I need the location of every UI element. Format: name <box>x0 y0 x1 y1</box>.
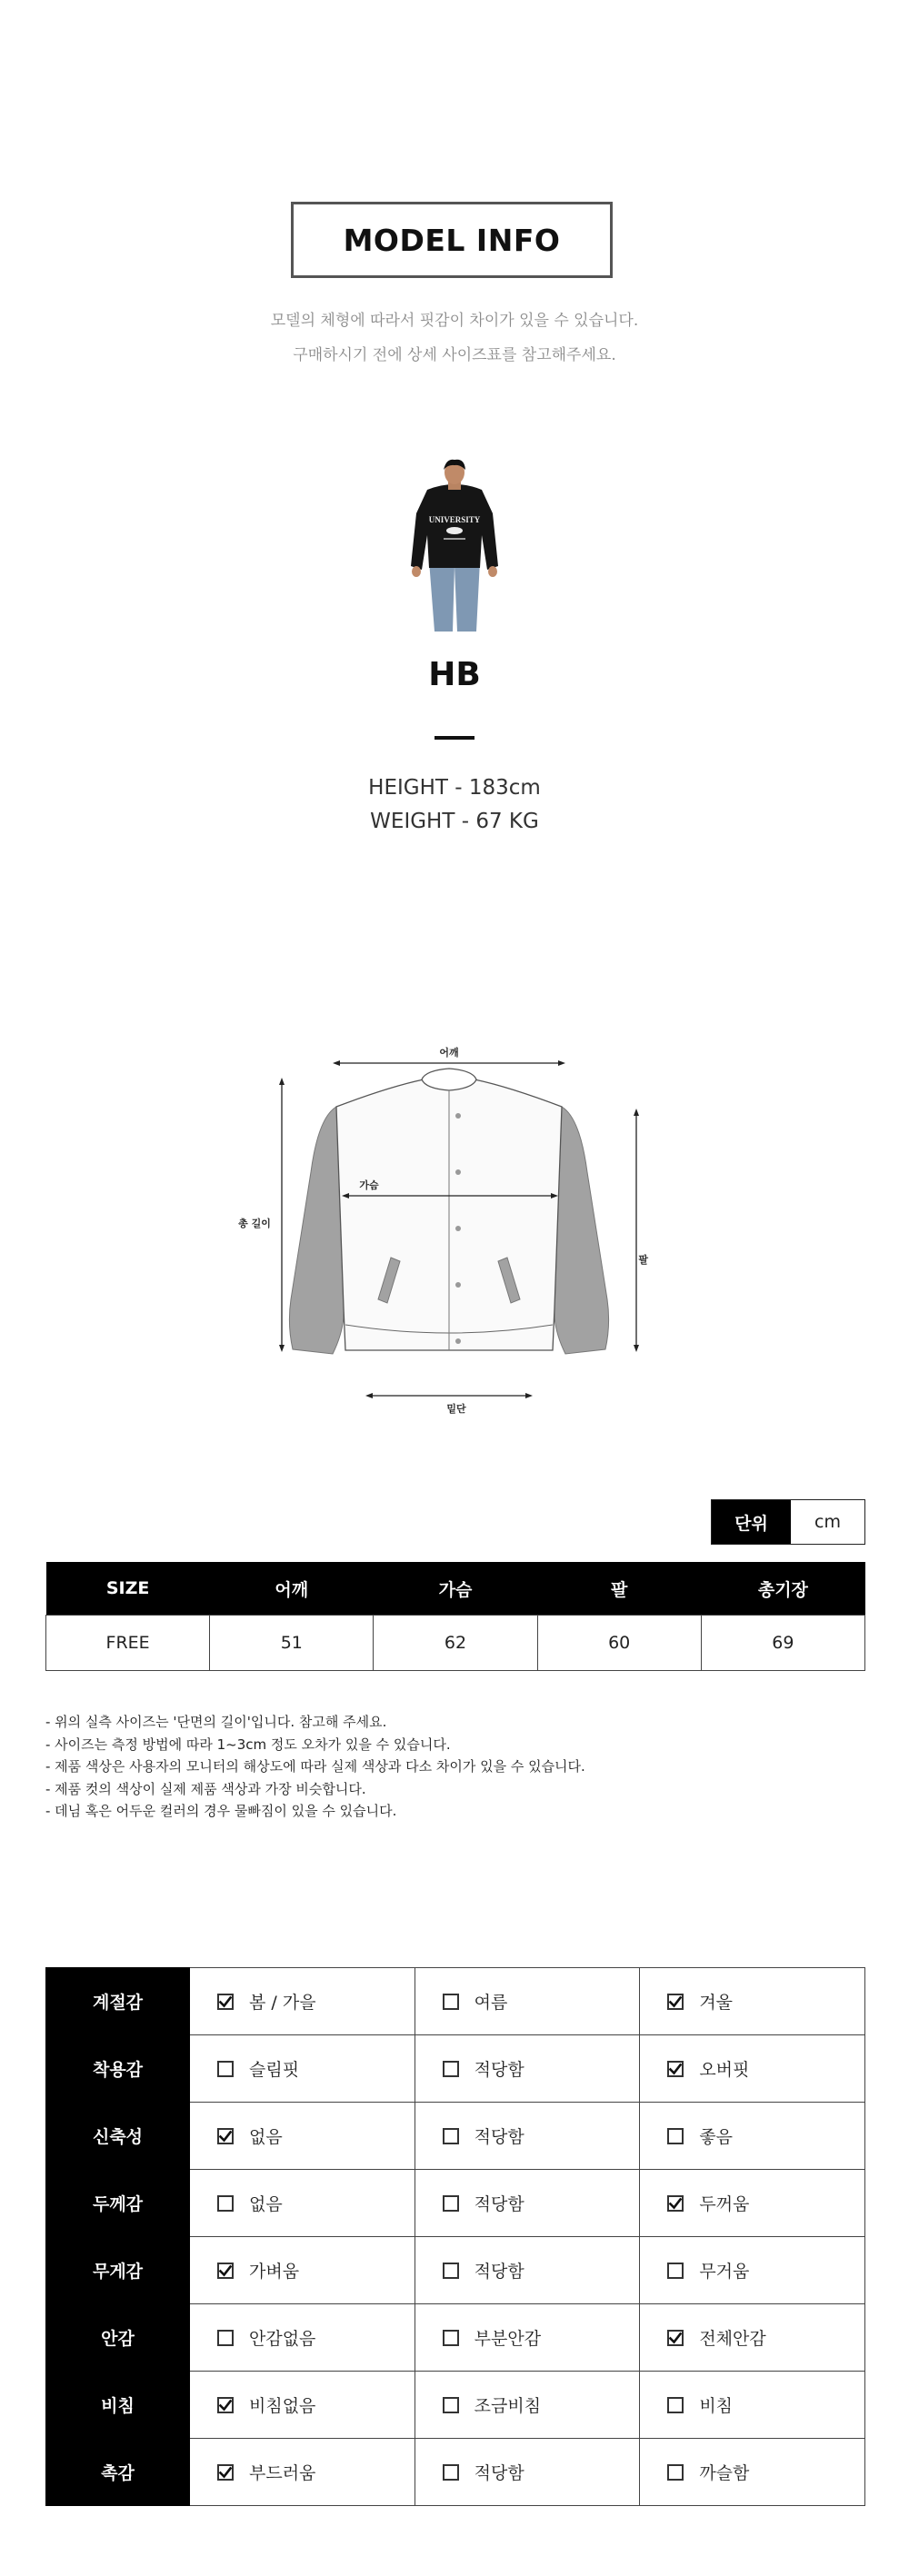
attribute-option <box>415 2304 640 2372</box>
unit-value: cm <box>814 1512 841 1532</box>
checkbox-empty-icon <box>443 2061 459 2077</box>
attribute-name: 무게감 <box>46 2237 190 2304</box>
attribute-row <box>46 2035 865 2103</box>
label-chest: 가슴 <box>359 1179 379 1191</box>
model-info-title: MODEL INFO <box>291 202 613 278</box>
attribute-option <box>190 2237 415 2304</box>
checkbox-empty-icon <box>217 2061 234 2077</box>
label-length: 총 길이 <box>238 1218 271 1229</box>
checkbox-checked-icon <box>217 2263 234 2279</box>
size-col-header: 어깨 <box>210 1562 374 1616</box>
size-cell: 62 <box>374 1616 537 1671</box>
checkbox-empty-icon <box>443 2263 459 2279</box>
attribute-option <box>190 2439 415 2506</box>
attribute-name: 촉감 <box>46 2439 190 2506</box>
attribute-option <box>415 2237 640 2304</box>
checkbox-empty-icon <box>667 2128 684 2144</box>
checkbox-checked-icon <box>217 2397 234 2413</box>
attribute-option <box>640 2237 865 2304</box>
attribute-option <box>640 2170 865 2237</box>
checkbox-empty-icon <box>667 2263 684 2279</box>
checkbox-empty-icon <box>443 1994 459 2010</box>
attribute-option-label: 겨울 <box>699 1993 734 2013</box>
attribute-option <box>640 2372 865 2439</box>
left-sleeve <box>289 1107 345 1354</box>
model-height: HEIGHT - 183cm <box>368 776 541 800</box>
attribute-option <box>640 2103 865 2170</box>
attribute-option <box>415 2372 640 2439</box>
attribute-row <box>46 2103 865 2170</box>
attribute-row <box>46 2237 865 2304</box>
attribute-option-label: 오버핏 <box>699 2060 750 2080</box>
label-hem: 밑단 <box>446 1403 466 1415</box>
attribute-option-label: 없음 <box>249 2194 283 2214</box>
checkbox-checked-icon <box>217 2464 234 2481</box>
attribute-option-label: 슬림핏 <box>249 2060 300 2080</box>
attribute-row <box>46 2372 865 2439</box>
model-name: HB <box>428 656 481 693</box>
label-shoulder: 어깨 <box>439 1047 459 1059</box>
label-sleeve: 팔 <box>638 1254 648 1266</box>
checkbox-checked-icon <box>217 1994 234 2010</box>
attribute-option-label: 비침없음 <box>249 2396 316 2416</box>
size-table-header-row <box>46 1562 865 1616</box>
unit-label: 단위 <box>712 1500 791 1544</box>
size-cell: 60 <box>537 1616 701 1671</box>
size-col-header: 팔 <box>537 1562 701 1616</box>
attribute-option-label: 없음 <box>249 2127 283 2147</box>
size-note: - 제품 색상은 사용자의 모니터의 해상도에 따라 실제 색상과 다소 차이가 있을 수 있습니다. <box>45 1758 585 1775</box>
attribute-option <box>190 2170 415 2237</box>
checkbox-checked-icon <box>667 2330 684 2346</box>
size-table-row <box>46 1616 865 1671</box>
attribute-name: 안감 <box>46 2304 190 2372</box>
attribute-name: 신축성 <box>46 2103 190 2170</box>
attribute-option <box>640 2035 865 2103</box>
attribute-option-label: 무거움 <box>699 2262 750 2282</box>
checkbox-empty-icon <box>217 2330 234 2346</box>
checkbox-empty-icon <box>667 2464 684 2481</box>
attribute-option <box>415 2170 640 2237</box>
model-divider <box>435 736 474 740</box>
model-weight: WEIGHT - 67 KG <box>370 810 539 833</box>
size-note: - 제품 컷의 색상이 실제 제품 색상과 가장 비슷합니다. <box>45 1780 366 1797</box>
attribute-option <box>415 2439 640 2506</box>
model-photo <box>407 459 502 632</box>
attribute-row <box>46 1968 865 2035</box>
checkbox-empty-icon <box>443 2195 459 2212</box>
attribute-option <box>415 1968 640 2035</box>
attribute-option-label: 적당함 <box>474 2262 524 2282</box>
size-note: - 위의 실측 사이즈는 '단면의 길이'입니다. 참고해 주세요. <box>45 1714 387 1730</box>
attribute-name: 계절감 <box>46 1968 190 2035</box>
size-note: - 사이즈는 측정 방법에 따라 1~3cm 정도 오차가 있을 수 있습니다. <box>45 1736 451 1753</box>
checkbox-empty-icon <box>443 2464 459 2481</box>
attribute-option-label: 적당함 <box>474 2463 524 2483</box>
checkbox-empty-icon <box>443 2330 459 2346</box>
checkbox-empty-icon <box>443 2397 459 2413</box>
jacket-size-diagram <box>235 1036 648 1427</box>
attribute-option <box>640 1968 865 2035</box>
size-cell: FREE <box>46 1616 210 1671</box>
size-note: - 데님 혹은 어두운 컬러의 경우 물빠짐이 있을 수 있습니다. <box>45 1803 397 1819</box>
attribute-option-label: 전체안감 <box>699 2329 766 2349</box>
size-col-header: SIZE <box>46 1562 210 1616</box>
checkbox-checked-icon <box>667 1994 684 2010</box>
product-attribute-table <box>45 1967 865 2506</box>
attribute-option-label: 부분안감 <box>474 2329 542 2349</box>
attribute-option-label: 부드러움 <box>249 2463 316 2483</box>
attribute-name: 두께감 <box>46 2170 190 2237</box>
size-cell: 69 <box>701 1616 864 1671</box>
attribute-option-label: 여름 <box>474 1993 508 2013</box>
attribute-row <box>46 2304 865 2372</box>
attribute-option <box>190 1968 415 2035</box>
attribute-row <box>46 2439 865 2506</box>
unit-selector <box>711 1499 865 1545</box>
attribute-option-label: 좋음 <box>699 2127 734 2147</box>
attribute-option <box>190 2103 415 2170</box>
attribute-option <box>415 2035 640 2103</box>
attribute-option-label: 적당함 <box>474 2194 524 2214</box>
attribute-option-label: 조금비침 <box>474 2396 542 2416</box>
attribute-option <box>190 2372 415 2439</box>
checkbox-empty-icon <box>217 2195 234 2212</box>
attribute-option <box>190 2304 415 2372</box>
attribute-option-label: 가벼움 <box>249 2262 300 2282</box>
attribute-option-label: 적당함 <box>474 2127 524 2147</box>
shirt-print-text: UNIVERSITY <box>428 515 481 524</box>
checkbox-empty-icon <box>667 2397 684 2413</box>
attribute-option-label: 봄 / 가을 <box>249 1993 316 2013</box>
attribute-name: 비침 <box>46 2372 190 2439</box>
size-col-header: 가슴 <box>374 1562 537 1616</box>
checkbox-empty-icon <box>443 2128 459 2144</box>
size-col-header: 총기장 <box>701 1562 864 1616</box>
attribute-option <box>415 2103 640 2170</box>
checkbox-checked-icon <box>667 2195 684 2212</box>
size-cell: 51 <box>210 1616 374 1671</box>
attribute-option-label: 비침 <box>699 2396 734 2416</box>
size-table <box>45 1562 865 1671</box>
model-info-note-2: 구매하시기 전에 상세 사이즈표를 참고해주세요. <box>293 346 616 364</box>
size-notes <box>45 1711 864 1823</box>
model-info-note-1: 모델의 체형에 따라서 핏감이 차이가 있을 수 있습니다. <box>270 312 639 330</box>
attribute-option <box>190 2035 415 2103</box>
attribute-option-label: 안감없음 <box>249 2329 316 2349</box>
attribute-row <box>46 2170 865 2237</box>
attribute-option <box>640 2304 865 2372</box>
checkbox-checked-icon <box>217 2128 234 2144</box>
attribute-option <box>640 2439 865 2506</box>
attribute-option-label: 적당함 <box>474 2060 524 2080</box>
checkbox-checked-icon <box>667 2061 684 2077</box>
attribute-name: 착용감 <box>46 2035 190 2103</box>
attribute-option-label: 까슬함 <box>699 2463 750 2483</box>
right-sleeve <box>553 1107 609 1354</box>
attribute-option-label: 두꺼움 <box>699 2194 750 2214</box>
